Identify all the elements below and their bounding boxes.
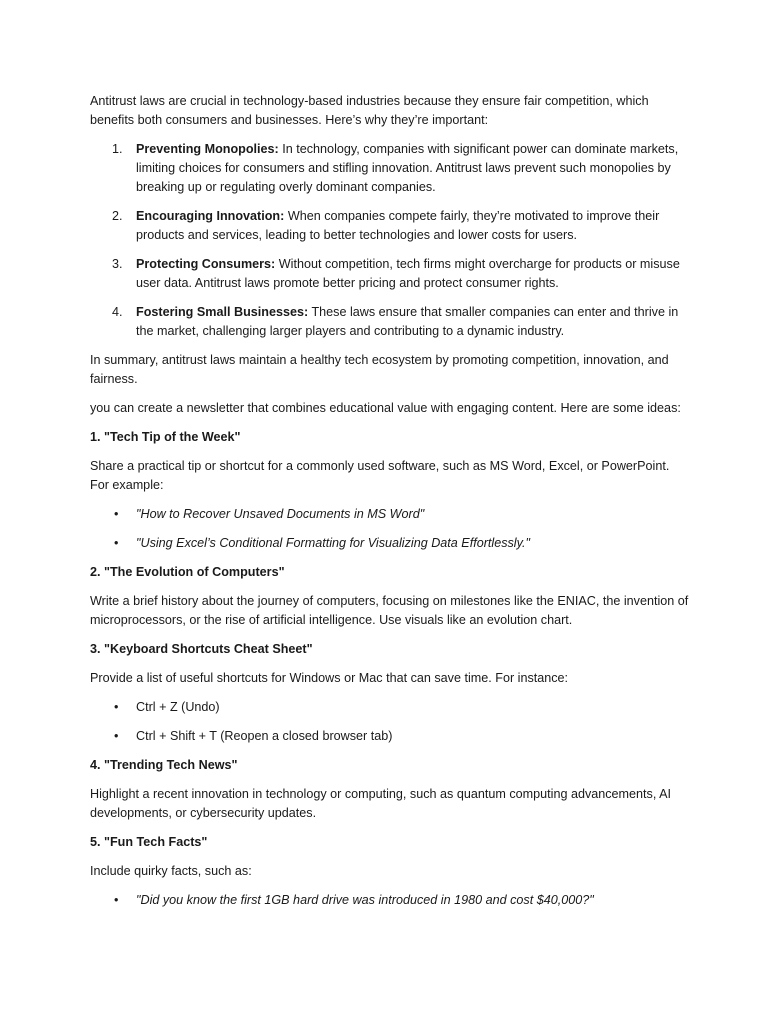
bullet-icon: •	[114, 893, 119, 907]
section-body-tech-tip: Share a practical tip or shortcut for a commonly used software, such as MS Word, Excel, or PowerPoint. For example:	[90, 459, 670, 492]
bullet-item	[90, 727, 690, 746]
list-item-text: In technology, companies with significant power can dominate markets, limiting choices for consumers and stifling innovation. Antitrust laws prevent such monopolies by breaking up or regulating overly dominant companies.	[136, 142, 679, 194]
list-item-text: Without competition, tech firms might overcharge for products or misuse user data. Antitrust laws promote better pricing and protect consumer rights.	[136, 257, 680, 290]
bullet-text: "How to Recover Unsaved Documents in MS Word"	[136, 507, 425, 521]
list-item	[90, 207, 690, 245]
list-item-title: Encouraging Innovation:	[136, 209, 285, 223]
list-item-text: When companies compete fairly, they’re motivated to improve their products and services, leading to better technologies and lower costs for users.	[136, 209, 660, 242]
section-heading-news: 4. "Trending Tech News"	[90, 758, 238, 772]
list-item-title: Protecting Consumers:	[136, 257, 276, 271]
list-number: 1.	[112, 142, 123, 156]
bullet-icon: •	[114, 536, 119, 550]
bullet-text: Ctrl + Z (Undo)	[136, 700, 220, 714]
intro-paragraph: Antitrust laws are crucial in technology-based industries because they ensure fair competition, which benefits both consumers and businesses. Here’s why they’re important:	[90, 94, 649, 127]
newsletter-intro-paragraph: you can create a newsletter that combines educational value with engaging content. Here are some ideas:	[90, 401, 681, 415]
section-body-evolution: Write a brief history about the journey of computers, focusing on milestones like the ENIAC, the invention of microprocessors, or the rise of artificial intelligence. Use visuals like an evolution chart.	[90, 594, 689, 627]
bullet-icon: •	[114, 700, 119, 714]
reasons-list	[90, 140, 690, 341]
bullet-item	[90, 505, 690, 524]
section-body-shortcuts: Provide a list of useful shortcuts for Windows or Mac that can save time. For instance:	[90, 671, 569, 685]
section-body-news: Highlight a recent innovation in technology or computing, such as quantum computing advancements, AI developments, or cybersecurity updates.	[90, 787, 672, 820]
bullet-text: "Using Excel’s Conditional Formatting for Visualizing Data Effortlessly."	[136, 536, 530, 550]
section-body-facts: Include quirky facts, such as:	[90, 864, 252, 878]
list-item-title: Fostering Small Businesses:	[136, 305, 309, 319]
section-heading-facts: 5. "Fun Tech Facts"	[90, 835, 208, 849]
tech-tip-bullets	[90, 505, 690, 553]
section-heading-tech-tip: 1. "Tech Tip of the Week"	[90, 430, 241, 444]
list-item	[90, 303, 690, 341]
list-item	[90, 140, 690, 197]
list-number: 4.	[112, 305, 123, 319]
section-heading-shortcuts: 3. "Keyboard Shortcuts Cheat Sheet"	[90, 642, 313, 656]
shortcuts-bullets	[90, 698, 690, 746]
bullet-text: Ctrl + Shift + T (Reopen a closed browser tab)	[136, 729, 393, 743]
bullet-text: "Did you know the first 1GB hard drive was introduced in 1980 and cost $40,000?"	[136, 893, 594, 907]
list-item	[90, 255, 690, 293]
bullet-item	[90, 891, 690, 910]
bullet-icon: •	[114, 729, 119, 743]
section-heading-evolution: 2. "The Evolution of Computers"	[90, 565, 285, 579]
summary-paragraph: In summary, antitrust laws maintain a healthy tech ecosystem by promoting competition, innovation, and fairness.	[90, 353, 669, 386]
facts-bullets	[90, 891, 690, 910]
document-page	[90, 92, 690, 920]
list-item-text: These laws ensure that smaller companies can enter and thrive in the market, challenging larger players and contributing to a dynamic industry.	[136, 305, 679, 338]
list-item-title: Preventing Monopolies:	[136, 142, 279, 156]
list-number: 3.	[112, 257, 123, 271]
bullet-item	[90, 698, 690, 717]
bullet-icon: •	[114, 507, 119, 521]
list-number: 2.	[112, 209, 123, 223]
bullet-item	[90, 534, 690, 553]
